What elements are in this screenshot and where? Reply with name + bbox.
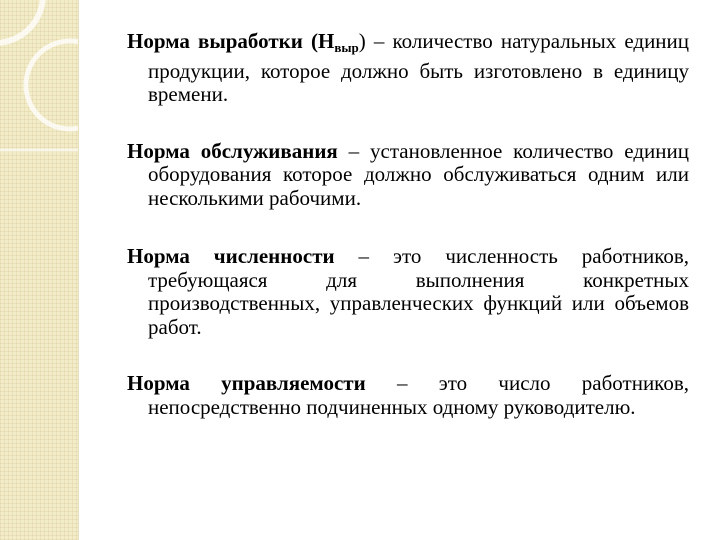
decorative-sidebar [0, 0, 78, 540]
sidebar-divider [78, 0, 79, 540]
definition-service-norm-text: – установленное количество единиц оборудования которое должно обслуживаться одним или несколькими рабочими. [148, 138, 689, 210]
definition-headcount-norm [127, 245, 689, 339]
definition-span-of-control-norm-text: – это число работников, непосредственно подчиненных одному руководителю. [148, 371, 689, 419]
definition-span-of-control-norm [127, 372, 689, 419]
term-output-norm [127, 29, 359, 53]
term-service-norm: Норма обслуживания [127, 138, 338, 163]
term-output-norm-abbr: (Н [311, 29, 335, 53]
term-output-norm-text: Норма выработки [127, 29, 303, 53]
term-output-norm-abbr-sub: выр [334, 40, 359, 55]
definition-service-norm [127, 140, 689, 211]
definitions-list [127, 30, 689, 419]
definition-output-norm [127, 30, 689, 107]
definition-output-norm-text: – количество натуральных единиц продукции, которое должно быть изготовлено в единицу времени. [148, 29, 690, 106]
term-output-norm-abbr-close: ) [358, 29, 366, 53]
term-span-of-control-norm: Норма управляемости [127, 371, 366, 395]
definition-headcount-norm-text: – это численность работников, требующаяся для выполнения конкретных производственных, управленческих функций или объемов работ. [148, 244, 689, 339]
term-headcount-norm: Норма численности [127, 244, 335, 268]
decorative-circles-icon [0, 0, 78, 540]
